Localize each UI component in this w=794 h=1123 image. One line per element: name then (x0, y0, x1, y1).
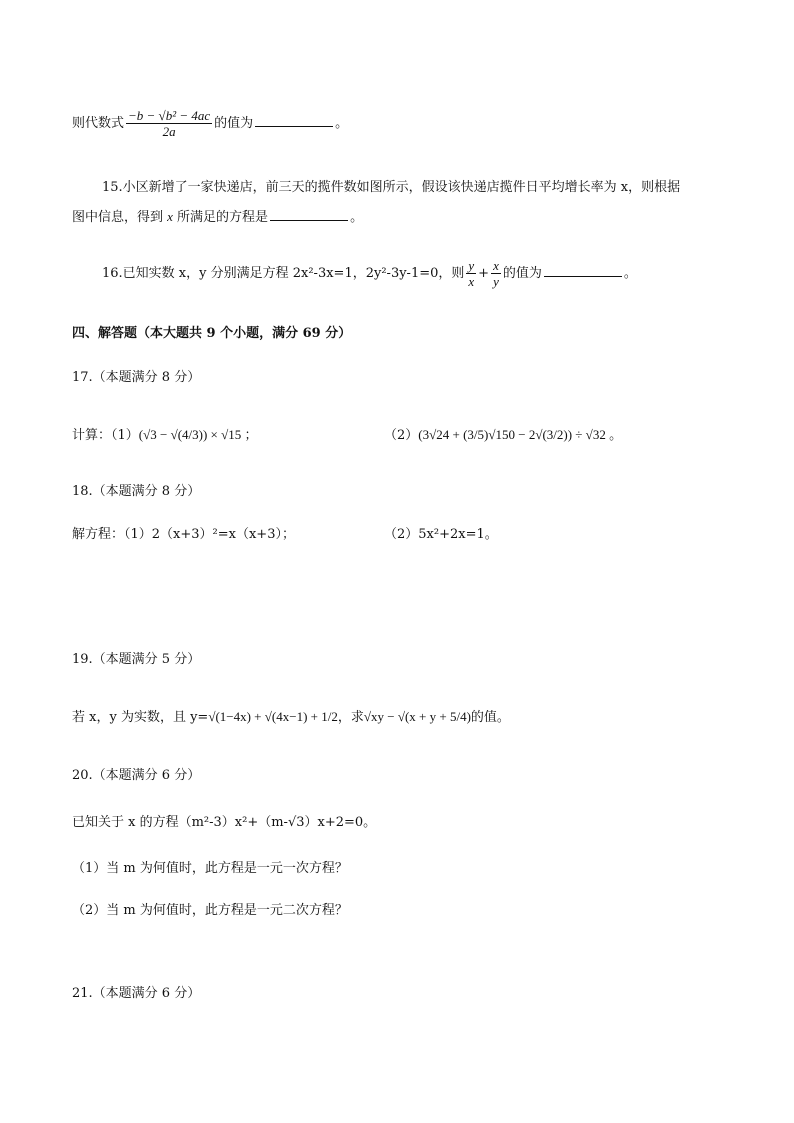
q16-answer-blank[interactable] (544, 263, 622, 277)
q20-sub2: （2）当 m 为何值时，此方程是一元二次方程？ (72, 903, 348, 918)
q16-text-b: 的值为 (502, 266, 542, 281)
q16-frac2-den: y (493, 274, 499, 289)
q17-part2-label: （2） (384, 428, 419, 443)
q19-title: 19.（本题满分 5 分） (72, 652, 201, 667)
q18-part1: 解方程：（1）2（x+3）²=x（x+3）； (72, 527, 295, 542)
q16-frac2-num: x (493, 258, 499, 273)
q19-text-c: 的值。 (470, 710, 510, 725)
q21-title: 21.（本题满分 6 分） (72, 986, 201, 1001)
q14-fraction (126, 108, 212, 139)
q16-frac1-den: x (468, 274, 475, 289)
q16-line (102, 258, 637, 289)
q15-line2 (72, 206, 363, 225)
q16-plus: + (478, 266, 490, 281)
q15-variable: x (167, 209, 173, 224)
q14-numerator: −b − √b² − 4ac (128, 108, 211, 123)
q16-text-a: 16.已知实数 x，y 分别满足方程 2x²-3x=1，2y²-3y-1=0，则 (102, 266, 465, 281)
q15-answer-blank[interactable] (270, 207, 348, 221)
q14-prefix: 则代数式 (72, 116, 125, 131)
q14-suffix: 的值为 (214, 116, 254, 131)
section-heading: 四、解答题（本大题共 9 个小题，满分 69 分） (72, 326, 352, 341)
q14-end: 。 (335, 116, 349, 131)
q15-text-b: 所满足的方程是 (172, 210, 269, 225)
q17-title: 17.（本题满分 8 分） (72, 370, 201, 385)
q17-label: 计算：（1） (72, 428, 139, 443)
q17-expression-1: (√3 − √(4/3)) × √15 ； (138, 427, 258, 442)
q15-text-a: 图中信息，得到 (72, 210, 168, 225)
q19-expression: √(1−4x) + √(4x−1) + 1/2 (208, 709, 338, 724)
q16-frac1-num: y (468, 258, 475, 273)
q14-denominator: 2a (162, 124, 176, 139)
q16-fraction-1 (466, 258, 476, 289)
q20-sub1: （1）当 m 为何值时，此方程是一元一次方程？ (72, 861, 348, 876)
q19-expression-2: √xy − √(x + y + 5/4) (363, 709, 471, 724)
q19-text-b: ，求 (337, 710, 364, 725)
q18-title: 18.（本题满分 8 分） (72, 484, 201, 499)
q15-end: 。 (350, 210, 364, 225)
q16-fraction-2 (491, 258, 501, 289)
q17-expression-2: (3√24 + (3/5)√150 − 2√(3/2)) ÷ √32 。 (418, 427, 623, 442)
q18-part2: （2）5x²+2x=1。 (384, 527, 498, 542)
q16-end: 。 (623, 266, 637, 281)
q15-line1: 15.小区新增了一家快递店，前三天的揽件数如图所示，假设该快递店揽件日平均增长率为 x，则根据 (102, 180, 681, 195)
q17-part2 (384, 424, 622, 443)
q17-part1 (72, 424, 258, 443)
q14-answer-blank[interactable] (255, 113, 333, 127)
q19-stem (72, 706, 510, 725)
q20-stem: 已知关于 x 的方程（m²-3）x²+（m-√3）x+2=0。 (72, 815, 377, 830)
q20-title: 20.（本题满分 6 分） (72, 768, 201, 783)
q19-text-a: 若 x，y 为实数，且 y= (72, 710, 209, 725)
q14-line (72, 108, 348, 139)
